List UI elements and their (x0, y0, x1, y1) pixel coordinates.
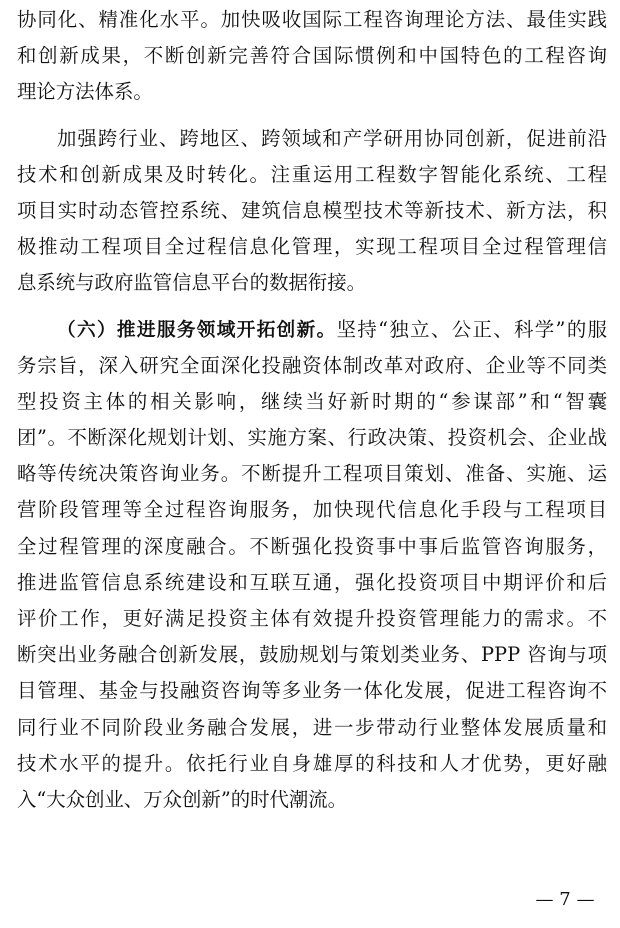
text-line: 技术水平的提升。依托行业自身雄厚的科技和人才优势，更好融 (17, 751, 607, 775)
text-line: 息系统与政府监管信息平台的数据衔接。 (17, 271, 367, 295)
text-line (17, 312, 607, 348)
body-text (17, 2, 607, 818)
text-line: 协同化、精准化水平。加快吸收国际工程咨询理论方法、最佳实践 (17, 8, 607, 31)
text-line: 推进监管信息系统建设和互联互通，强化投资项目中期评价和后 (17, 570, 607, 594)
text-line: 和创新成果，不断创新完善符合国际惯例和中国特色的工程咨询 (17, 44, 607, 68)
text-line: 务宗旨，深入研究全面深化投融资体制改革对政府、企业等不同类 (17, 353, 607, 377)
text-line: 极推动工程项目全过程信息化管理，实现工程项目全过程管理信 (17, 235, 607, 259)
text-line: 入“大众创业、万众创新”的时代潮流。 (17, 787, 348, 811)
text-line: 全过程管理的深度融合。不断强化投资事中事后监管咨询服务， (17, 534, 607, 558)
paragraph (17, 312, 607, 819)
text-line: 团”。不断深化规划计划、实施方案、行政决策、投资机会、企业战 (17, 426, 607, 450)
text-line: 技术和创新成果及时转化。注重运用工程数字智能化系统、工程 (17, 162, 607, 186)
text-line: 评价工作，更好满足投资主体有效提升投资管理能力的需求。不 (17, 607, 607, 630)
heading-line-text: 坚持“独立、公正、科学”的服 (336, 317, 607, 341)
text-line: 型投资主体的相关影响，继续当好新时期的“参谋部”和“智囊 (17, 389, 607, 413)
text-line: 项目实时动态管控系统、建筑信息模型技术等新技术、新方法，积 (17, 198, 607, 222)
text-line: 略等传统决策咨询业务。不断提升工程项目策划、准备、实施、运 (17, 462, 607, 486)
paragraph (17, 121, 607, 302)
text-line: 理论方法体系。 (17, 80, 153, 104)
paragraph (17, 2, 607, 111)
text-line: 营阶段管理等全过程咨询服务，加快现代信息化手段与工程项目 (17, 498, 607, 522)
text-line: 加强跨行业、跨地区、跨领域和产学研用协同创新，促进前沿 (57, 126, 607, 150)
page-number: — 7 — (535, 889, 595, 910)
text-line: 断突出业务融合创新发展，鼓励规划与策划类业务、PPP 咨询与项 (17, 643, 607, 667)
text-line: 目管理、基金与投融资咨询等多业务一体化发展，促进工程咨询不 (17, 679, 607, 703)
text-line: 同行业不同阶段业务融合发展，进一步带动行业整体发展质量和 (17, 715, 607, 739)
section-heading: （六）推进服务领域开拓创新。 (57, 319, 337, 341)
